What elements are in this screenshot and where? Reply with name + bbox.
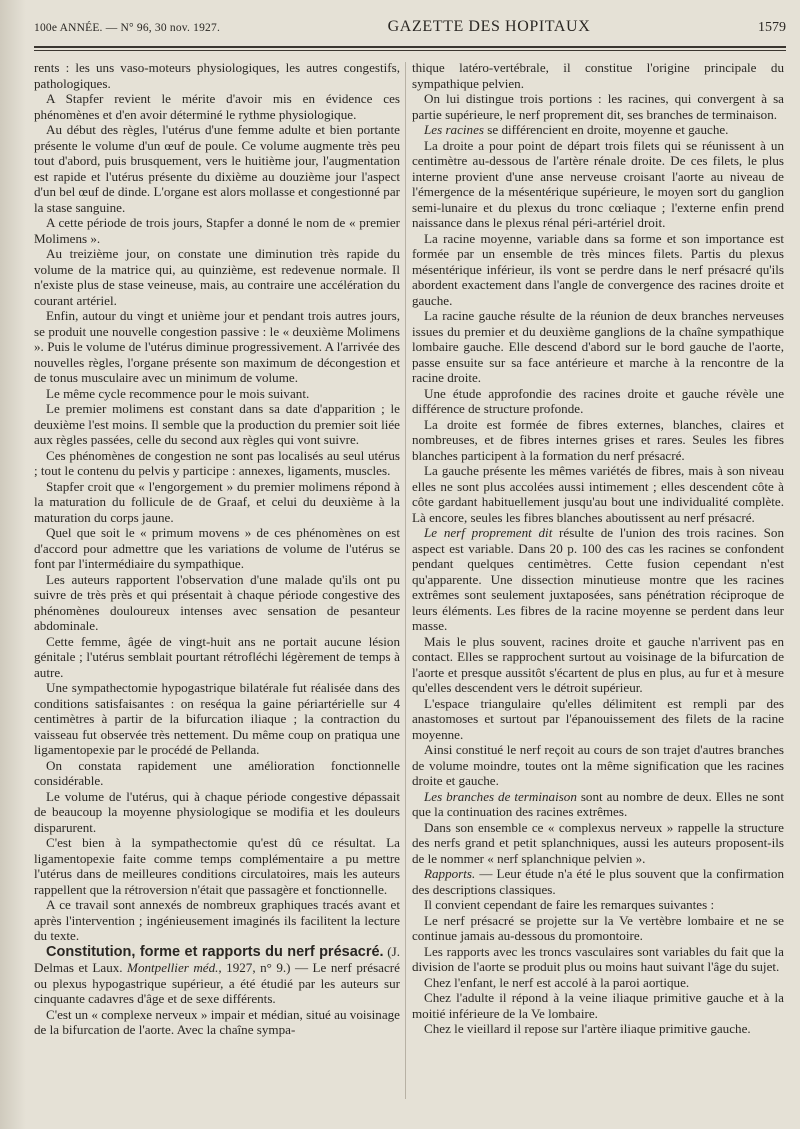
citation-rest: 1927, n° 9.) — Le nerf présacré ou plexus hypogastrique supérieur, a été étudié par les auteurs sur cinquante cadavres d'âge et de sexe différents. <box>34 960 400 1006</box>
paragraph <box>412 897 784 913</box>
paragraph <box>412 634 784 696</box>
paragraph <box>412 417 784 464</box>
column-divider <box>405 62 406 1099</box>
paragraph-text: L'espace triangulaire qu'elles délimitent est rempli par des anastomoses et surtout par l'épanouissement des filets de la racine moyenne. <box>412 695 784 742</box>
paragraph: On constata rapidement une amélioration fonctionnelle considérable. <box>34 757 400 788</box>
section-heading: Constitution, forme et rapports du nerf présacré. <box>46 943 384 960</box>
paragraph-text: Le nerf présacré se projette sur la Ve vertèbre lombaire et ne se continue jamais au-dessous du promontoire. <box>412 912 784 943</box>
paragraph-text: Dans son ensemble ce « complexus nerveux » rappelle la structure des nerfs grand et petit splanchniques, aussi les auteurs proposent-ils de le nommer « nerf splanchnique pelvien ». <box>412 819 784 866</box>
paragraph-text: — Leur étude n'a été le plus souvent que la confirmation des descriptions classiques. <box>412 866 784 897</box>
paragraph: Ces phénomènes de congestion ne sont pas localisés au seul utérus ; tout le contenu du pelvis y participe : annexes, ligaments, muscles. <box>34 447 400 478</box>
header-rule-thin <box>34 50 786 51</box>
paragraph: C'est bien à la sympathectomie qu'est dû ce résultat. La ligamentopexie faite comme temps complémentaire a pu mettre l'utérus dans de meilleures conditions circulatoires, mais les auteurs rappellent que la rétroversion n'était que passagère et fonctionnelle. <box>34 835 400 897</box>
paragraph-text: Chez l'enfant, le nerf est accolé à la paroi aortique. <box>424 974 690 990</box>
paragraph-text: On lui distingue trois portions : les racines, qui convergent à sa partie supérieure, le nerf proprement dit, ses branches de terminaison. <box>412 91 784 122</box>
paragraph: Une sympathectomie hypogastrique bilatérale fut réalisée dans des conditions satisfaisantes : on reséqua la gaine périartérielle sur 4 centimètres à partir de la bifurcation iliaque ; la contraction du vaisseau fut observée très nettement. Du même coup on pratiqua une ligamentopexie par le procédé de Pellanda. <box>34 680 400 757</box>
paragraph-text: La droite est formée de fibres externes, blanches, claires et nombreuses, et de fibres internes grises et rares. Seules les fibres blanches participent à la formation du nerf présacré. <box>412 416 784 463</box>
paragraph: rents : les uns vaso-moteurs physiologiques, les autres congestifs, pathologiques. <box>34 60 400 91</box>
paragraph: Enfin, autour du vingt et unième jour et pendant trois autres jours, se produit une nouvelle congestion passive : le « deuxième Molimens ». Puis le volume de l'utérus diminue progressivement. A l'arrivée des nouvelles règles, l'organe présente son maximum de décongestion et de tonus musculaire avec un minimum de volume. <box>34 308 400 385</box>
paragraph <box>412 138 784 231</box>
paragraph <box>412 913 784 944</box>
paragraph-text: Chez l'adulte il répond à la veine iliaque primitive gauche et à la moitié inférieure de la Ve lombaire. <box>412 990 784 1021</box>
paragraph-lead-in: Le nerf proprement dit <box>424 525 553 540</box>
paragraph <box>412 91 784 122</box>
left-column <box>34 60 400 1038</box>
paragraph: Au début des règles, l'utérus d'une femme adulte et bien portante présente le volume d'un œuf de poule. Ce volume augmente très peu tout d'abord, puis brusquement, vers le huitième jour, l'augmentation est rapide et l'utérus présente du dixième au douzième jour l'aspect d'un bel œuf de dinde. L'organe est alors mollasse et congestionné par la stase sanguine. <box>34 122 400 215</box>
right-column <box>412 60 784 1037</box>
paragraph-text: se différencient en droite, moyenne et gauche. <box>484 122 729 137</box>
citation-journal: Montpellier méd., <box>127 960 222 975</box>
paragraph <box>412 308 784 386</box>
paragraph-text: résulte de l'union des trois racines. Son aspect est variable. Dans 20 p. 100 des cas les racines se confondent pendant quelques centimètres. Cette fusion cependant n'est qu'apparente. Une dissection minutieuse montre que les racines extrêmes sont seulement juxtaposées, sans pénétration réciproque de leurs éléments. Les fibres de la racine moyenne se perdent dans leur masse. <box>412 525 784 633</box>
header-rule <box>34 46 786 48</box>
paragraph: A cette période de trois jours, Stapfer a donné le nom de « premier Molimens ». <box>34 215 400 246</box>
paragraph: Les auteurs rapportent l'observation d'une malade qu'ils ont pu suivre de très près et qui présentait à chaque période congestive des phénomènes douloureux intenses avec sensation de pesanteur abdominale. <box>34 571 400 633</box>
paragraph <box>412 742 784 789</box>
paragraph: Cette femme, âgée de vingt-huit ans ne portait aucune lésion génitale ; l'utérus semblait pourtant rétrofléchi légèrement de temps à autre. <box>34 633 400 680</box>
paragraph <box>412 60 784 91</box>
paragraph: Stapfer croit que « l'engorgement » du premier molimens répond à la maturation du follicule de de Graaf, et celui du deuxième à la maturation du corps jaune. <box>34 478 400 525</box>
paragraph-text: Il convient cependant de faire les remarques suivantes : <box>424 897 715 912</box>
paragraph-lead-in: Les branches de terminaison <box>424 788 577 804</box>
paragraph-text: La racine gauche résulte de la réunion de deux branches nerveuses issues du premier et du deuxième ganglions de la chaîne sympathique lombaire gauche. Elle descend d'abord sur le bord gauche de l'aorte, passe ensuite sur sa face antérieure et marche à la rencontre de la racine droite. <box>412 308 784 385</box>
paragraph-text: La droite a pour point de départ trois filets qui se réunissent à un centimètre au-dessous de l'artère rénale droite. De ces filets, le plus interne provient d'une anse nerveuse croisant l'aorte au niveau de l'émergence de la mésentérique supérieure, le moyen sort du ganglion semi-lunaire et du plexus du tronc cœliaque ; l'externe enfin prend naissance dans le plexus rénal péri-artériel droit. <box>412 137 784 230</box>
paragraph: Le volume de l'utérus, qui à chaque période congestive dépassait de beaucoup la moyenne physiologique se modifia et les douleurs disparurent. <box>34 788 400 835</box>
section-abstract <box>34 944 400 1007</box>
paragraph-text: Chez le vieillard il repose sur l'artère iliaque primitive gauche. <box>424 1021 751 1036</box>
paragraph-lead-in: Rapports. <box>424 866 476 881</box>
paragraph <box>412 944 784 975</box>
page-header <box>34 18 786 44</box>
paragraph <box>412 975 784 991</box>
page-binding-shadow <box>0 0 26 1129</box>
paragraph: Quel que soit le « primum movens » de ces phénomènes on est d'accord pour admettre que les variations de volume de l'utérus se font par l'intermédiaire du sympathique. <box>34 525 400 571</box>
paragraph: C'est un « complexe nerveux » impair et médian, situé au voisinage de la bifurcation de l'aorte. Avec la chaîne sympa- <box>34 1006 400 1037</box>
paragraph: A ce travail sont annexés de nombreux graphiques tracés avant et après l'intervention ; ingénieusement imaginés ils facilitent la lecture du texte. <box>34 897 400 943</box>
paragraph-lead-in: Les racines <box>424 122 485 137</box>
paragraph-text: Une étude approfondie des racines droite et gauche révèle une différence de structure profonde. <box>412 385 784 416</box>
paragraph <box>412 231 784 309</box>
issue-line: 100e ANNÉE. — N° 96, 30 nov. 1927. <box>34 22 221 34</box>
paragraph-text: Ainsi constitué le nerf reçoit au cours de son trajet d'autres branches de volume moindre, toutes ont la même signification que les racines droite et gauche. <box>412 742 784 788</box>
paragraph <box>412 990 784 1021</box>
paragraph <box>412 1021 784 1037</box>
paragraph <box>412 820 784 867</box>
paragraph: Le premier molimens est constant dans sa date d'apparition ; le deuxième l'est moins. Il semble que la production du premier soit liée aux règles passées, celle du second aux règles qui vont suivre. <box>34 401 400 447</box>
paragraph-text: sont au nombre de deux. Elles ne sont que la continuation des racines extrêmes. <box>412 788 784 819</box>
paragraph-text: La gauche présente les mêmes variétés de fibres, mais à son niveau elles ne sont plus accolées aussi intimement ; elles descendent côte à côte gardant habituellement jusqu'au bout une individualité complète. Là encore, seules les fibres blanches aboutissent au nerf présacré. <box>412 463 784 525</box>
paragraph <box>412 122 784 138</box>
paragraph <box>412 696 784 743</box>
publication-title: GAZETTE DES HOPITAUX <box>387 18 591 35</box>
paragraph <box>412 866 784 897</box>
citation-authors: (J. Delmas et Laux. <box>34 943 400 975</box>
paragraph: Le même cycle recommence pour le mois suivant. <box>46 385 310 401</box>
paragraph-text: Mais le plus souvent, racines droite et gauche n'arrivent pas en contact. Elles se rapprochent surtout au voisinage de la bifurcation de l'aorte et presque aussitôt s'écartent de plus en plus, au fur et à mesure qu'elles descendent vers le détroit supérieur. <box>412 633 784 695</box>
page-number: 1579 <box>757 20 786 35</box>
paragraph <box>412 525 784 634</box>
paragraph-text: thique latéro-vertébrale, il constitue l'origine principale du sympathique pelvien. <box>412 60 784 91</box>
paragraph-text: La racine moyenne, variable dans sa forme et son importance est formée par un ensemble de très minces filets. Partis du plexus mésentérique inférieur, ils vont se perdre dans le nerf présacré qu'ils abordent exactement dans l'angle de convergence des racines droite et gauche. <box>412 230 784 308</box>
paragraph: A Stapfer revient le mérite d'avoir mis en évidence ces phénomènes et d'en avoir déterminé le rythme physiologique. <box>34 91 400 122</box>
paragraph-text: Les rapports avec les troncs vasculaires sont variables du fait que la division de l'aorte se produit plus ou moins haut suivant l'âge du sujet. <box>412 943 784 974</box>
paragraph <box>412 789 784 820</box>
paragraph <box>412 463 784 525</box>
paragraph <box>412 386 784 417</box>
paragraph: Au treizième jour, on constate une diminution très rapide du volume de la matrice qui, au quinzième, est redevenue normale. Il n'existe plus de stase veineuse, mais, au contraire une accélération du courant artériel. <box>34 246 400 308</box>
